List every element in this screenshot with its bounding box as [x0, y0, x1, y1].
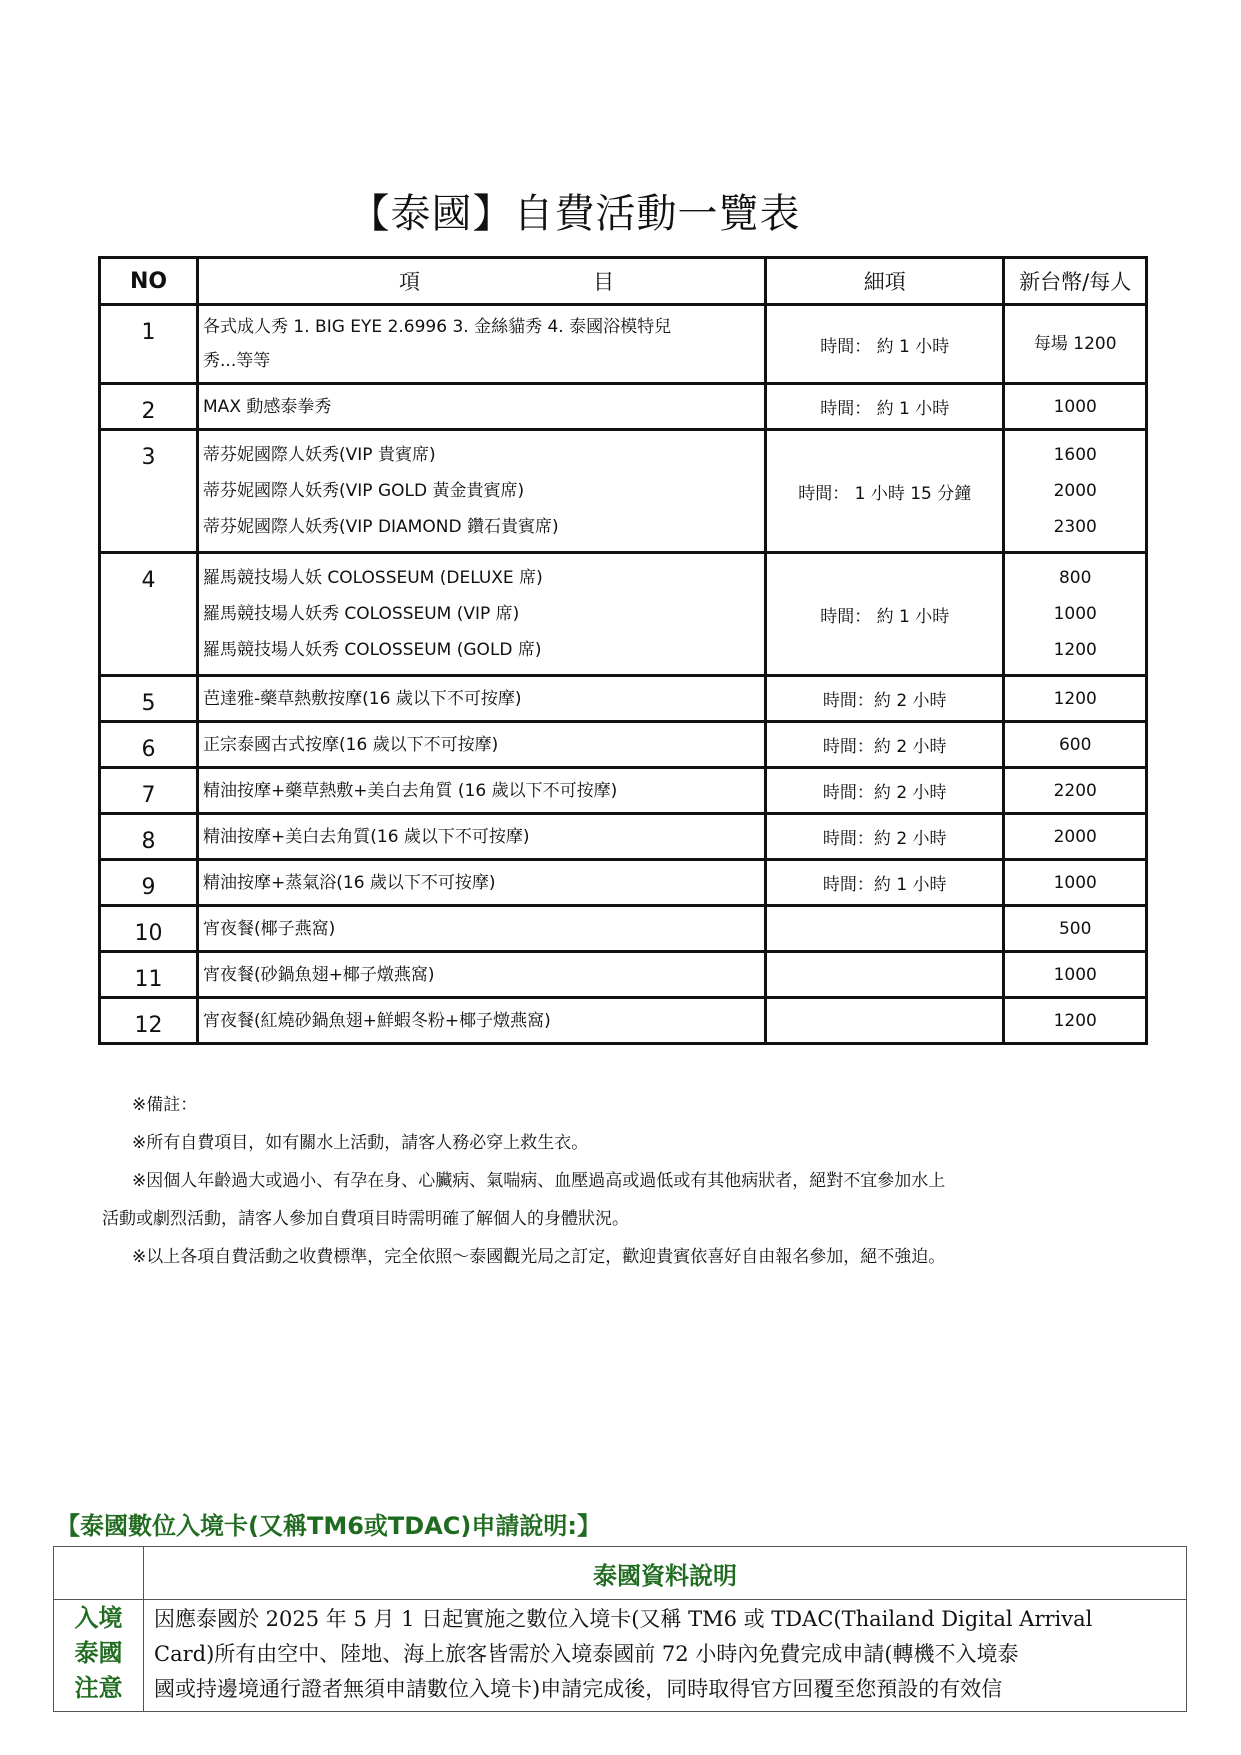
- price-line: 800: [1058, 568, 1092, 588]
- price-line: 500: [1058, 918, 1092, 939]
- price-line: 1200: [1053, 688, 1097, 709]
- row-no: 4: [100, 553, 198, 676]
- item-line: 正宗泰國古式按摩(16 歲以下不可按摩): [203, 734, 499, 755]
- row-item: [198, 430, 766, 553]
- price-line: 2000: [1053, 826, 1097, 847]
- row-item: [198, 998, 766, 1044]
- tdac-section-title: 【泰國數位入境卡(又稱TM6或TDAC)申請說明:】: [56, 1512, 601, 1540]
- table-row: [100, 384, 1147, 430]
- tdac-header-blank: [54, 1547, 144, 1600]
- row-price: [1004, 860, 1147, 906]
- row-no: 6: [100, 722, 198, 768]
- row-item: [198, 384, 766, 430]
- row-item: [198, 952, 766, 998]
- tdac-line: 國或持邊境通行證者無須申請數位入境卡)申請完成後，同時取得官方回覆至您預設的有效信: [154, 1677, 1003, 1701]
- header-price: 新台幣/每人: [1004, 258, 1147, 305]
- row-item: [198, 722, 766, 768]
- row-item: [198, 768, 766, 814]
- row-detail: 時間： 約 1 小時: [766, 553, 1004, 676]
- row-detail: 時間： 1 小時 15 分鐘: [766, 430, 1004, 553]
- table-row: [100, 906, 1147, 952]
- row-no: 9: [100, 860, 198, 906]
- table-header-row: [100, 258, 1147, 305]
- table-row: [100, 860, 1147, 906]
- row-item: [198, 814, 766, 860]
- notes-section: [102, 1086, 1142, 1276]
- price-line: 1000: [1053, 964, 1097, 985]
- row-price: [1004, 906, 1147, 952]
- row-no: 2: [100, 384, 198, 430]
- table-row: [100, 814, 1147, 860]
- item-line: 宵夜餐(椰子燕窩): [203, 918, 336, 939]
- price-line: 600: [1058, 734, 1092, 755]
- table-row: [100, 430, 1147, 553]
- row-item: [198, 553, 766, 676]
- row-price: [1004, 305, 1147, 384]
- row-detail: [766, 906, 1004, 952]
- price-line: 2200: [1053, 780, 1097, 801]
- price-line: 2300: [1053, 517, 1097, 537]
- row-item: [198, 305, 766, 384]
- price-line: 1200: [1053, 640, 1097, 660]
- header-item: [198, 258, 766, 305]
- row-item: [198, 860, 766, 906]
- row-detail: 時間：約 2 小時: [766, 768, 1004, 814]
- row-item: [198, 906, 766, 952]
- row-item: [198, 676, 766, 722]
- row-detail: [766, 952, 1004, 998]
- notes-heading: ※備註：: [132, 1095, 198, 1115]
- row-price: [1004, 722, 1147, 768]
- row-no: 12: [100, 998, 198, 1044]
- page-title: 【泰國】自費活動一覽表: [349, 191, 801, 237]
- header-item-b: 目: [593, 270, 615, 294]
- table-row: [100, 553, 1147, 676]
- activity-table: [98, 256, 1148, 1045]
- item-line: 精油按摩+美白去角質(16 歲以下不可按摩): [203, 826, 530, 847]
- table-row: [100, 722, 1147, 768]
- price-line: 1000: [1053, 396, 1097, 417]
- row-no: 1: [100, 305, 198, 384]
- tdac-line: 因應泰國於 2025 年 5 月 1 日起實施之數位入境卡(又稱 TM6 或 TDAC(Thailand Digital Arrival: [154, 1607, 1093, 1631]
- row-detail: 時間：約 1 小時: [766, 860, 1004, 906]
- tdac-side-line: 泰國: [74, 1639, 123, 1667]
- row-price: [1004, 768, 1147, 814]
- table-row: [100, 768, 1147, 814]
- row-detail: 時間： 約 1 小時: [766, 384, 1004, 430]
- item-line: 宵夜餐(紅燒砂鍋魚翅+鮮蝦冬粉+椰子燉燕窩): [203, 1010, 551, 1031]
- price-line: 每場 1200: [1033, 334, 1117, 354]
- tdac-side-line: 注意: [74, 1674, 123, 1702]
- item-line: 精油按摩+藥草熱敷+美白去角質 (16 歲以下不可按摩): [203, 780, 618, 801]
- tdac-table: [53, 1546, 1187, 1712]
- row-price: [1004, 430, 1147, 553]
- row-no: 7: [100, 768, 198, 814]
- row-no: 8: [100, 814, 198, 860]
- row-price: [1004, 952, 1147, 998]
- item-line: 各式成人秀 1. BIG EYE 2.6996 3. 金絲貓秀 4. 泰國浴模特兒: [203, 317, 672, 337]
- tdac-header: 泰國資料說明: [144, 1547, 1187, 1600]
- price-line: 1600: [1053, 445, 1097, 465]
- row-price: [1004, 998, 1147, 1044]
- item-line: 羅馬競技場人妖秀 COLOSSEUM (GOLD 席): [203, 640, 542, 660]
- row-price: [1004, 814, 1147, 860]
- price-line: 2000: [1053, 481, 1097, 501]
- tdac-side-label: [54, 1600, 144, 1712]
- price-line: 1000: [1053, 604, 1097, 624]
- item-line: 芭達雅-藥草熱敷按摩(16 歲以下不可按摩): [203, 688, 522, 709]
- item-line: 精油按摩+蒸氣浴(16 歲以下不可按摩): [203, 872, 496, 893]
- note-health-line2: 活動或劇烈活動，請客人參加自費項目時需明確了解個人的身體狀況。: [102, 1209, 629, 1229]
- price-line: 1200: [1053, 1010, 1097, 1031]
- row-price: [1004, 553, 1147, 676]
- item-line: 羅馬競技場人妖 COLOSSEUM (DELUXE 席): [203, 568, 543, 588]
- item-line: 宵夜餐(砂鍋魚翅+椰子燉燕窩): [203, 964, 435, 985]
- row-price: [1004, 676, 1147, 722]
- tdac-body: [144, 1600, 1187, 1712]
- row-detail: 時間：約 2 小時: [766, 722, 1004, 768]
- note-health-line1: ※因個人年齡過大或過小、有孕在身、心臟病、氣喘病、血壓過高或過低或有其他病狀者，絕對不宜參加水上: [132, 1171, 946, 1191]
- table-row: [100, 305, 1147, 384]
- item-line: 蒂芬妮國際人妖秀(VIP DIAMOND 鑽石貴賓席): [203, 517, 559, 537]
- item-line: 羅馬競技場人妖秀 COLOSSEUM (VIP 席): [203, 604, 520, 624]
- row-no: 10: [100, 906, 198, 952]
- tdac-side-line: 入境: [74, 1604, 123, 1632]
- row-no: 5: [100, 676, 198, 722]
- note-life-jacket: ※所有自費項目，如有關水上活動，請客人務必穿上救生衣。: [132, 1133, 589, 1153]
- item-line: 秀...等等: [203, 351, 271, 371]
- price-line: 1000: [1053, 872, 1097, 893]
- row-no: 11: [100, 952, 198, 998]
- header-item-a: 項: [399, 270, 421, 294]
- item-line: MAX 動感泰拳秀: [203, 396, 332, 417]
- row-detail: 時間：約 2 小時: [766, 814, 1004, 860]
- item-line: 蒂芬妮國際人妖秀(VIP 貴賓席): [203, 445, 436, 465]
- header-detail: 細項: [766, 258, 1004, 305]
- row-price: [1004, 384, 1147, 430]
- row-no: 3: [100, 430, 198, 553]
- tdac-line: Card)所有由空中、陸地、海上旅客皆需於入境泰國前 72 小時內免費完成申請(轉機不入境泰: [154, 1642, 1019, 1666]
- item-line: 蒂芬妮國際人妖秀(VIP GOLD 黃金貴賓席): [203, 481, 525, 501]
- table-row: [100, 998, 1147, 1044]
- note-pricing: ※以上各項自費活動之收費標準，完全依照～泰國觀光局之訂定，歡迎貴賓依喜好自由報名參加，絕不強迫。: [132, 1247, 946, 1267]
- row-detail: 時間： 約 1 小時: [766, 305, 1004, 384]
- header-no: NO: [100, 258, 198, 305]
- row-detail: 時間：約 2 小時: [766, 676, 1004, 722]
- row-detail: [766, 998, 1004, 1044]
- table-row: [100, 952, 1147, 998]
- table-row: [100, 676, 1147, 722]
